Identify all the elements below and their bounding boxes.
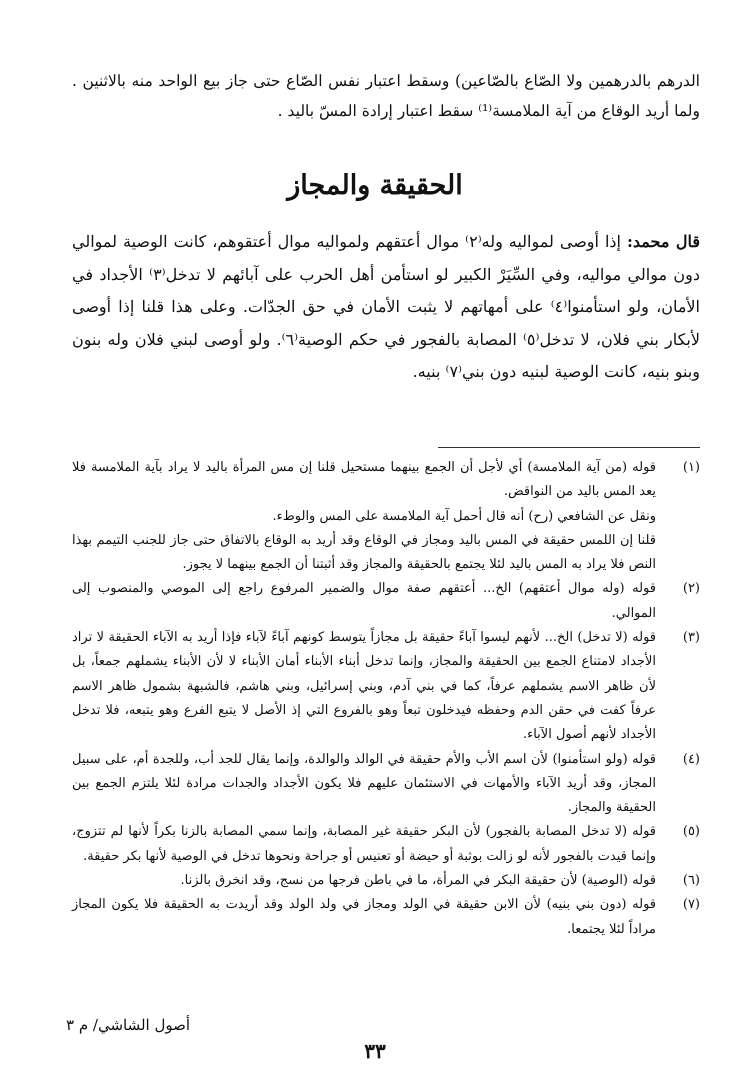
footnote-paragraph: قوله (دون بني بنيه) لأن الابن حقيقة في الولد ومجاز في ولد الولد وقد أريدت به الحقيقة فلا يكون المجاز مراداً لئلا يجتمعا.: [72, 897, 656, 937]
main-line: إذا أوصى لمواليه وله⁽٢⁾ موال أعتقهم ولمواليه موال أعتقوهم،: [212, 232, 621, 251]
footnote-paragraph: قوله (من آية الملامسة) أي لأجل أن الجمع بينهما مستحيل قلنا إن مس المرأة باليد لا يراد بآية الملامسة فلا يعد المس باليد من النواقض.: [72, 460, 656, 500]
footnote-paragraph: قوله (الوصية) لأن حقيقة البكر في المرأة، ما في باطن فرجها من نسج، وقد انخرق بالزنا.: [180, 873, 656, 889]
footnote-body: [72, 869, 656, 893]
intro-paragraph: [72, 66, 700, 126]
main-line: آبائهم لا تدخل⁽٣⁾ الأجداد في الأمان، ولو استأمنوا⁽٤⁾ على أمهاتهم لا يثبت الأمان في: [72, 264, 701, 316]
footnote-body: [72, 626, 656, 747]
intro-line: منه بالاثنين . ولما أريد الوقاع من آية الملامسة⁽¹⁾ سقط اعتبار إرادة المسّ باليد .: [72, 72, 700, 120]
page-number: ٣٣: [364, 1039, 386, 1063]
footnote-number: (٦): [682, 873, 700, 889]
main-paragraph: [72, 226, 700, 389]
footnote-paragraph: قوله (وله موال أعتقهم) الخ... أعتقهم صفة موال والضمير المرفوع راجع إلى الموصي والمنصوب إلى الموالي.: [72, 581, 657, 621]
footnote-1: [72, 456, 700, 577]
footnote-paragraph: قلنا إن اللمس حقيقة في المس باليد ومجاز في الوقاع وقد أريد به الوقاع بالاتفاق حتى جاز للجنب التيمم بهذا النص فلا يراد به المس باليد لئلا يجتمع بالحقيقة والمجاز وقد أثبتنا أن الجمع بينهما لا يجوز.: [72, 532, 656, 573]
footnote-number: (٧): [682, 897, 700, 913]
footnote-7: [72, 893, 700, 942]
footnote-5: [72, 820, 700, 869]
main-line: في حكم الوصية⁽٦⁾. ولو أوصى لبني فلان وله بنون وبنو بنيه، كانت الوصية لبنيه دون: [72, 329, 700, 381]
footnote-number: (٢): [682, 581, 700, 597]
footnote-4: [72, 748, 700, 821]
footnote-body: [72, 820, 656, 869]
footnote-body: [72, 456, 656, 577]
footnote-3: [72, 626, 700, 747]
footnote-paragraph: قوله (لا تدخل المصابة بالفجور) لأن البكر حقيقة غير المصابة، وإنما سمي المصابة بالزنا بكراً لأنها لم تتزوج، وإنما قيدت بالفجور لأنه لو زالت بوثبة أو حيضة أو تعنيس أو جراحة ونحوها تدخل في الوصية لأنها بكر حقيقة.: [72, 824, 656, 864]
footnote-body: [72, 577, 656, 626]
speaker-label: قال محمد:: [626, 232, 701, 251]
footnote-body: [72, 893, 656, 942]
running-title: أصول الشاشي/ م ٣: [66, 1016, 191, 1034]
section-heading: الحقيقة والمجاز: [287, 170, 463, 201]
footnote-number: (٥): [682, 824, 700, 840]
footnote-divider: [438, 447, 700, 448]
footnote-6: [72, 869, 700, 893]
footnote-paragraph: قوله (لا تدخل) الخ... لأنهم ليسوا آباءً حقيقة بل مجازاً يتوسط كونهم آباءً لآباء فإذا أريد به الآباء الحقيقة لا تراد الأجداد لامتناع الجمع بين الحقيقة والمجاز، وإنما تدخل أبناء الأبناء أمان الأبناء لا لأن الأبناء يشملهم جمعاً، بل لأن ظاهر الاسم يشملهم عرفاً، كما في بني آدم، وبني إسرائيل، وبني هاشم، فالشبهة بشمول ظاهر الاسم عرفاً كفت في حقن الدم وحفظه فيدخلون تبعاً وهو بالفروع التي إذ الأصل لا يتبع الفرع وهو يتبعه، فلا تدخل الأجداد لأنهم أصول الآباء.: [72, 630, 656, 743]
footnote-paragraph: قوله (ولو استأمنوا) لأن اسم الأب والأم حقيقة في الوالد والوالدة، وإنما يقال للجد أب، وللجدة أم، على سبيل المجاز، وقد أريد الآباء والأمهات في الاستئمان عليهم فلا يكون الأجداد والجدات مرادة لئلا يلتزم الجمع بين الحقيقة والمجاز.: [72, 751, 656, 816]
footnote-2: [72, 577, 700, 626]
footnote-number: (٣): [682, 630, 700, 646]
main-line: بني⁽٧⁾ بنيه.: [412, 362, 485, 381]
footnote-number: (١): [682, 460, 700, 475]
main-line: حق الجدّات. وعلى هذا قلنا إذا أوصى لأبكار بني فلان، لا تدخل⁽٥⁾ المصابة بالفجور: [72, 297, 700, 349]
footnotes: [72, 456, 700, 942]
main-line: كانت الوصية لموالي دون موالي مواليه، وفي السِّيَرْ الكبير لو استأمن أهل الحرب على: [72, 232, 701, 284]
footnote-paragraph: ونقل عن الشافعي (رح) أنه قال أحمل آية الملامسة على المس والوطء.: [272, 508, 656, 524]
footnote-body: [72, 748, 656, 821]
intro-line: الدرهم بالدرهمين ولا الصّاع بالصّاعين) وسقط اعتبار نفس الصّاع حتى جاز بيع الواحد: [158, 72, 700, 90]
footnote-number: (٤): [682, 751, 700, 767]
